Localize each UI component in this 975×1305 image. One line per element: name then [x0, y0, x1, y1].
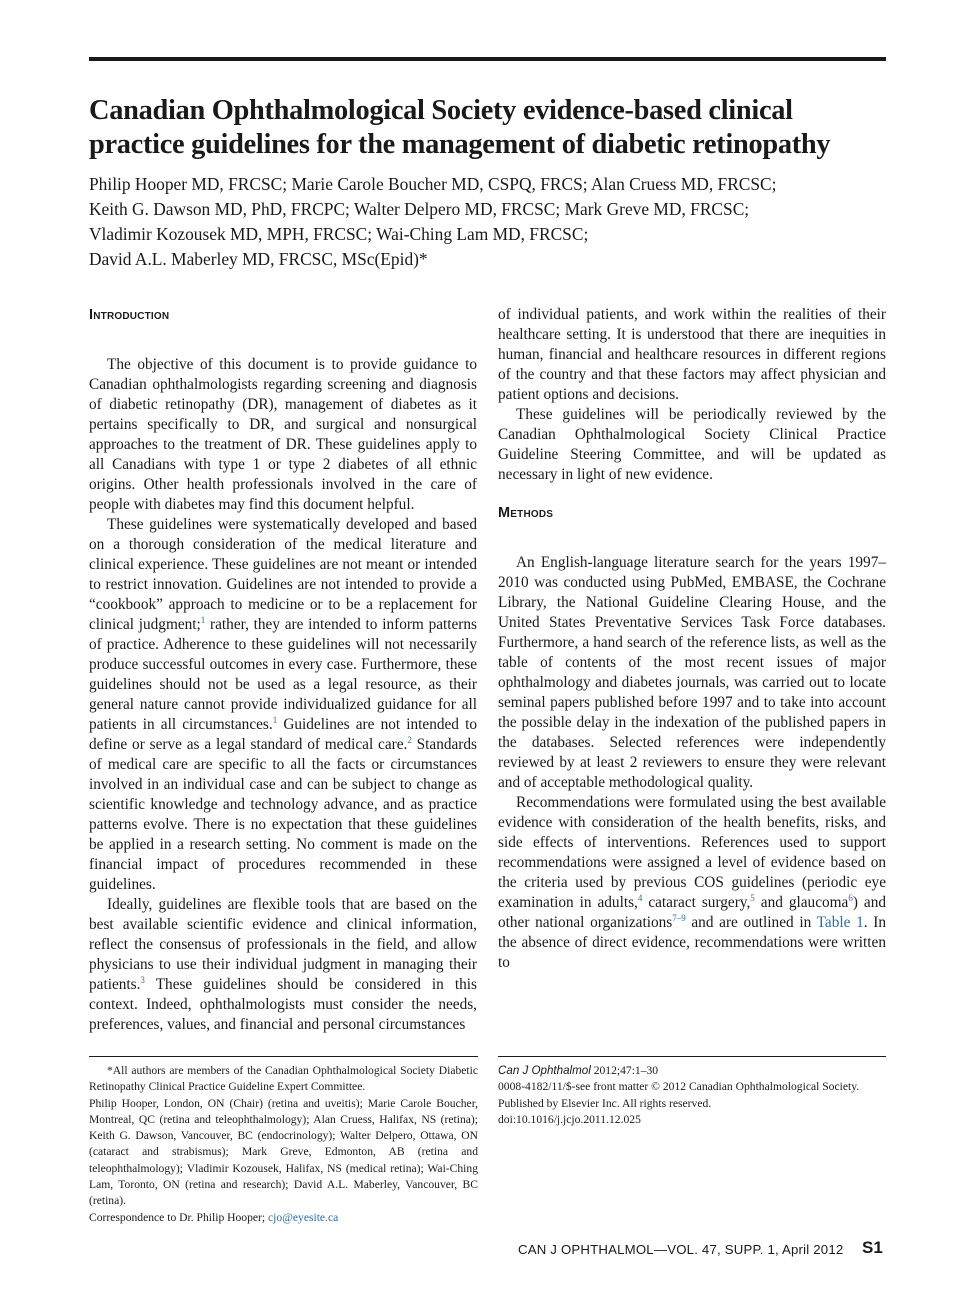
publisher-line: Published by Elsevier Inc. All rights reserved.	[498, 1096, 712, 1110]
author-line-4: David A.L. Maberley MD, FRCSC, MSc(Epid)*	[89, 249, 428, 269]
page-number: S1	[862, 1238, 883, 1257]
top-rule	[89, 57, 886, 61]
author-list	[89, 172, 889, 272]
table-1-link[interactable]: Table 1	[816, 914, 864, 931]
author-line-3: Vladimir Kozousek MD, MPH, FRCSC; Wai-Ching Lam MD, FRCSC;	[89, 224, 589, 244]
citation-line: Can J Ophthalmol 2012;47:1–30	[498, 1064, 659, 1077]
citation-ref[interactable]: 1	[200, 614, 206, 625]
intro-paragraph-2: These guidelines were systematically developed and based on a thorough consideration of the medical literature and clinical experience. These guidelines are not meant or intended to restrict innovation. Guidelines are not intended to provide a “cookbook” approach to medicine or to be a replacement for clinical judgment;$^1$ rather, they are intended to inform patterns of practice. Adherence to these guidelines will not necessarily produce successful outcomes in every case. Furthermore, these guidelines should not be used as a legal resource, as their general nature cannot provide individualized guidance for all patients in all circumstances.$^1$ Guidelines are not intended to define or serve as a legal standard of medical care.$^2$ Standards of medical care are specific to all the facts or circumstances involved in an individual case and can be subject to change as scientific knowledge and technology advance, and as practice patterns evolve. There is no expectation that these guidelines be applied in a research setting. No comment is made on the financial impact of procedures recommended in these guidelines.	[89, 516, 477, 893]
footnote-correspondence: Correspondence to Dr. Philip Hooper; cjo@eyesite.ca	[89, 1210, 339, 1224]
footer-journal-info: CAN J OPHTHALMOL—VOL. 47, SUPP. 1, April 2012	[518, 1242, 844, 1257]
citation-ref[interactable]: 3	[140, 974, 145, 985]
right-column	[498, 305, 886, 973]
intro-paragraph-1: The objective of this document is to provide guidance to Canadian ophthalmologists regarding screening and diagnosis of diabetic retinopathy (DR), management of diabetes as it pertains specifically to DR, and surgical and nonsurgical approaches to the treatment of DR. These guidelines apply to all Canadians with type 1 or type 2 diabetes of all ethnic origins. Other health professionals involved in the care of people with diabetes may find this document helpful.	[89, 356, 477, 513]
author-footnote	[89, 1063, 478, 1226]
citation-ref[interactable]: 2	[407, 734, 412, 745]
doi-line[interactable]: doi:10.1016/j.jcjo.2011.12.025	[498, 1112, 641, 1126]
publication-info	[498, 1063, 893, 1128]
intro-paragraph-3: Ideally, guidelines are flexible tools that are based on the best available scientific evidence and clinical information, reflect the consensus of professionals in the field, and allow physicians to use their individual judgment in managing their patients.$^3$ These guidelines should be considered in this context. Indeed, ophthalmologists must consider the needs, preferences, values, and financial and personal circumstances	[89, 896, 477, 1033]
issn-line: 0008-4182/11/$-see front matter © 2012 Canadian Ophthalmological Society.	[498, 1080, 860, 1094]
citation-ref[interactable]: 1	[272, 714, 278, 725]
article-title	[89, 94, 889, 162]
footnote-divider	[89, 1056, 478, 1057]
methods-heading: Methods	[498, 505, 554, 521]
citation-ref[interactable]: 6	[848, 892, 853, 903]
left-column	[89, 305, 477, 1035]
citation-ref[interactable]: 4	[637, 892, 643, 903]
footnote-affiliations: Philip Hooper, London, ON (Chair) (retina and uveitis); Marie Carole Boucher, Montreal, QC (retina and teleophthalmology); Alan Cruess, Halifax, NS (retina); Keith G. Dawson, Vancouver, BC (endocrinology); Walter Delpero, Ottawa, ON (cataract and strabismus); Mark Greve, Edmonton, AB (retina and teleophthalmology); Vladimir Kozousek, Halifax, NS (medical retina); Wai-Ching Lam, Toronto, ON (retina and research); David A.L. Maberley, Vancouver, BC (retina).	[89, 1096, 478, 1208]
journal-name: Can J Ophthalmol	[498, 1064, 591, 1077]
methods-paragraph-2: Recommendations were formulated using the best available evidence with consideration of the health benefits, risks, and side effects of interventions. References used to support recommendations were assigned a level of evidence based on the criteria used by previous COS guidelines (periodic eye examination in adults,$^4$ cataract surgery,$^5$ and glaucoma$^6$) and other national organizations$^{7-9}$ and are outlined in Table 1. In the absence of direct evidence, recommendations were written to	[498, 794, 886, 971]
title-line-2: practice guidelines for the management of diabetic retinopathy	[89, 129, 831, 160]
title-line-1: Canadian Ophthalmological Society evidence-based clinical	[89, 95, 793, 126]
intro-paragraph-4: These guidelines will be periodically reviewed by the Canadian Ophthalmological Society Clinical Practice Guideline Steering Committee, and will be updated as necessary in light of new evidence.	[498, 406, 886, 483]
email-link[interactable]: cjo@eyesite.ca	[268, 1210, 339, 1224]
citation-ref[interactable]: 5	[750, 892, 755, 903]
intro-paragraph-3-continued: of individual patients, and work within the realities of their healthcare setting. It is understood that there are inequities in human, financial and healthcare resources in different regions of the country and that these factors may affect physician and patient options and decisions.	[498, 306, 886, 403]
author-line-1: Philip Hooper MD, FRCSC; Marie Carole Boucher MD, CSPQ, FRCS; Alan Cruess MD, FRCSC;	[89, 174, 777, 194]
author-line-2: Keith G. Dawson MD, PhD, FRCPC; Walter Delpero MD, FRCSC; Mark Greve MD, FRCSC;	[89, 199, 750, 219]
footnote-committee: *All authors are members of the Canadian Ophthalmological Society Diabetic Retinopathy Clinical Practice Guideline Expert Committee.	[89, 1064, 478, 1094]
introduction-heading: Introduction	[89, 307, 170, 323]
citation-ref[interactable]: 7–9	[672, 912, 686, 923]
pubinfo-divider	[498, 1056, 886, 1057]
methods-paragraph-1: An English-language literature search for the years 1997–2010 was conducted using PubMed, EMBASE, the Cochrane Library, the National Guideline Clearing House, and the United States Preventative Services Task Force databases. Furthermore, a hand search of the reference lists, as well as the table of contents of the most recent issues of major ophthalmology and diabetes journals, was carried out to locate seminal papers published before 1997 and to take into account the possible delay in the indexation of the published papers in the databases. Selected references were independently reviewed by at least 2 reviewers to ensure they were relevant and of acceptable methodological quality.	[498, 554, 886, 791]
